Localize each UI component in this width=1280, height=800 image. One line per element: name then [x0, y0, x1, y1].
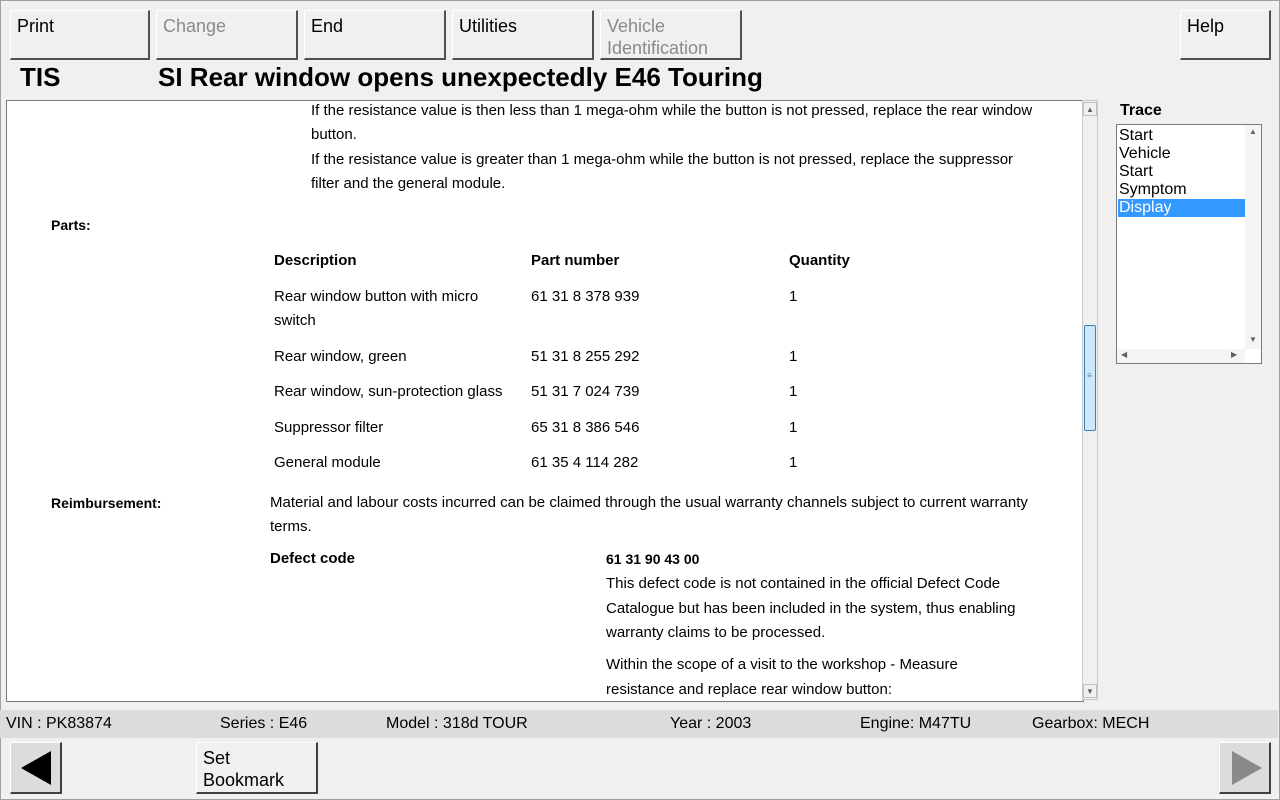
trace-item-symptom[interactable]: Symptom — [1119, 181, 1187, 198]
part-number: 51 31 8 255 292 — [531, 348, 640, 365]
part-number: 61 31 8 378 939 — [531, 288, 640, 305]
engine-value: Engine: M47TU — [860, 715, 972, 732]
document-content — [6, 100, 1084, 702]
grip-icon: ≡ — [1087, 371, 1092, 380]
intro-line-4: filter and the general module. — [311, 175, 506, 192]
print-label: Print — [17, 16, 55, 36]
intro-line-1: If the resistance value is then less than 1 mega-ohm while the button is not pressed, replace the rear window — [311, 102, 1033, 119]
part-description: Rear window button with micro — [274, 288, 479, 305]
intro-line-2: button. — [311, 126, 357, 143]
change-label: Change — [163, 16, 227, 36]
document-title: SI Rear window opens unexpectedly E46 Touring — [158, 62, 763, 92]
part-number: 51 31 7 024 739 — [531, 383, 640, 400]
right-triangle-icon — [1232, 751, 1262, 785]
scrollbar-thumb[interactable] — [1084, 325, 1096, 431]
trace-scroll-right-icon[interactable]: ▶ — [1231, 350, 1238, 359]
trace-horizontal-scrollbar[interactable] — [1117, 349, 1245, 363]
scroll-down-icon[interactable]: ▼ — [1083, 684, 1097, 698]
defect-text-line-3: warranty claims to be processed. — [606, 624, 826, 641]
end-label: End — [311, 16, 344, 36]
trace-list[interactable] — [1116, 124, 1262, 364]
reimbursement-line-2: terms. — [270, 518, 312, 535]
set-bookmark-label-1: Set — [203, 748, 231, 768]
forward-button[interactable] — [1219, 742, 1271, 794]
back-button[interactable] — [10, 742, 62, 794]
part-quantity: 1 — [789, 348, 798, 365]
part-description: Rear window, green — [274, 348, 407, 365]
change-button — [156, 10, 298, 60]
defect-text2-line-2: resistance and replace rear window button: — [606, 681, 892, 698]
end-button[interactable] — [304, 10, 446, 60]
parts-header-quantity: Quantity — [789, 252, 850, 269]
vehicle-identification-label-2: Identification — [607, 38, 709, 58]
part-number: 61 35 4 114 282 — [531, 454, 639, 471]
gearbox-value: Gearbox: MECH — [1032, 715, 1150, 732]
app-title: TIS — [20, 62, 61, 92]
content-scrollbar[interactable] — [1082, 100, 1098, 700]
trace-label: Trace — [1120, 102, 1162, 119]
part-quantity: 1 — [789, 288, 798, 305]
trace-scroll-down-icon[interactable]: ▼ — [1249, 335, 1257, 344]
part-description: Rear window, sun-protection glass — [274, 383, 503, 400]
defect-code-label: Defect code — [270, 550, 356, 567]
set-bookmark-label-2: Bookmark — [203, 770, 285, 790]
part-description: General module — [274, 454, 381, 471]
vehicle-status-bar — [0, 710, 1278, 738]
set-bookmark-button[interactable] — [196, 742, 318, 794]
model-value: Model : 318d TOUR — [386, 715, 528, 732]
vin-value: VIN : PK83874 — [6, 715, 112, 732]
trace-vertical-scrollbar[interactable] — [1245, 125, 1261, 349]
left-triangle-icon — [21, 751, 51, 785]
vehicle-identification-label-1: Vehicle — [607, 16, 666, 36]
parts-header-description: Description — [274, 252, 357, 269]
part-description-cont: switch — [274, 312, 316, 329]
defect-text2-line-1: Within the scope of a visit to the workshop - Measure — [606, 656, 958, 673]
part-number: 65 31 8 386 546 — [531, 419, 640, 436]
utilities-label: Utilities — [459, 16, 518, 36]
help-label: Help — [1187, 16, 1225, 36]
intro-line-3: If the resistance value is greater than 1 mega-ohm while the button is not pressed, replace the suppressor — [311, 151, 1014, 168]
defect-code-value: 61 31 90 43 00 — [606, 551, 700, 567]
part-quantity: 1 — [789, 454, 798, 471]
print-button[interactable] — [10, 10, 150, 60]
defect-text-line-2: Catalogue but has been included in the system, thus enabling — [606, 600, 1016, 617]
trace-item-start[interactable]: Start — [1119, 127, 1153, 144]
vehicle-identification-button — [600, 10, 742, 60]
reimbursement-line-1: Material and labour costs incurred can be claimed through the usual warranty channels subject to current warranty — [270, 494, 1028, 511]
parts-label: Parts: — [51, 217, 91, 233]
year-value: Year : 2003 — [670, 715, 752, 732]
utilities-button[interactable] — [452, 10, 594, 60]
trace-item-display[interactable]: Display — [1118, 199, 1245, 217]
trace-scroll-left-icon[interactable]: ◀ — [1121, 350, 1128, 359]
scroll-up-icon[interactable]: ▲ — [1083, 102, 1097, 116]
trace-item-vehicle[interactable]: Vehicle — [1119, 145, 1171, 162]
help-button[interactable] — [1180, 10, 1271, 60]
part-quantity: 1 — [789, 419, 798, 436]
trace-scroll-up-icon[interactable]: ▲ — [1249, 127, 1257, 136]
part-description: Suppressor filter — [274, 419, 384, 436]
part-quantity: 1 — [789, 383, 798, 400]
reimbursement-label: Reimbursement: — [51, 495, 162, 511]
defect-text-line-1: This defect code is not contained in the official Defect Code — [606, 575, 1001, 592]
trace-item-start-2[interactable]: Start — [1119, 163, 1153, 180]
parts-header-part-number: Part number — [531, 252, 620, 269]
series-value: Series : E46 — [220, 715, 308, 732]
